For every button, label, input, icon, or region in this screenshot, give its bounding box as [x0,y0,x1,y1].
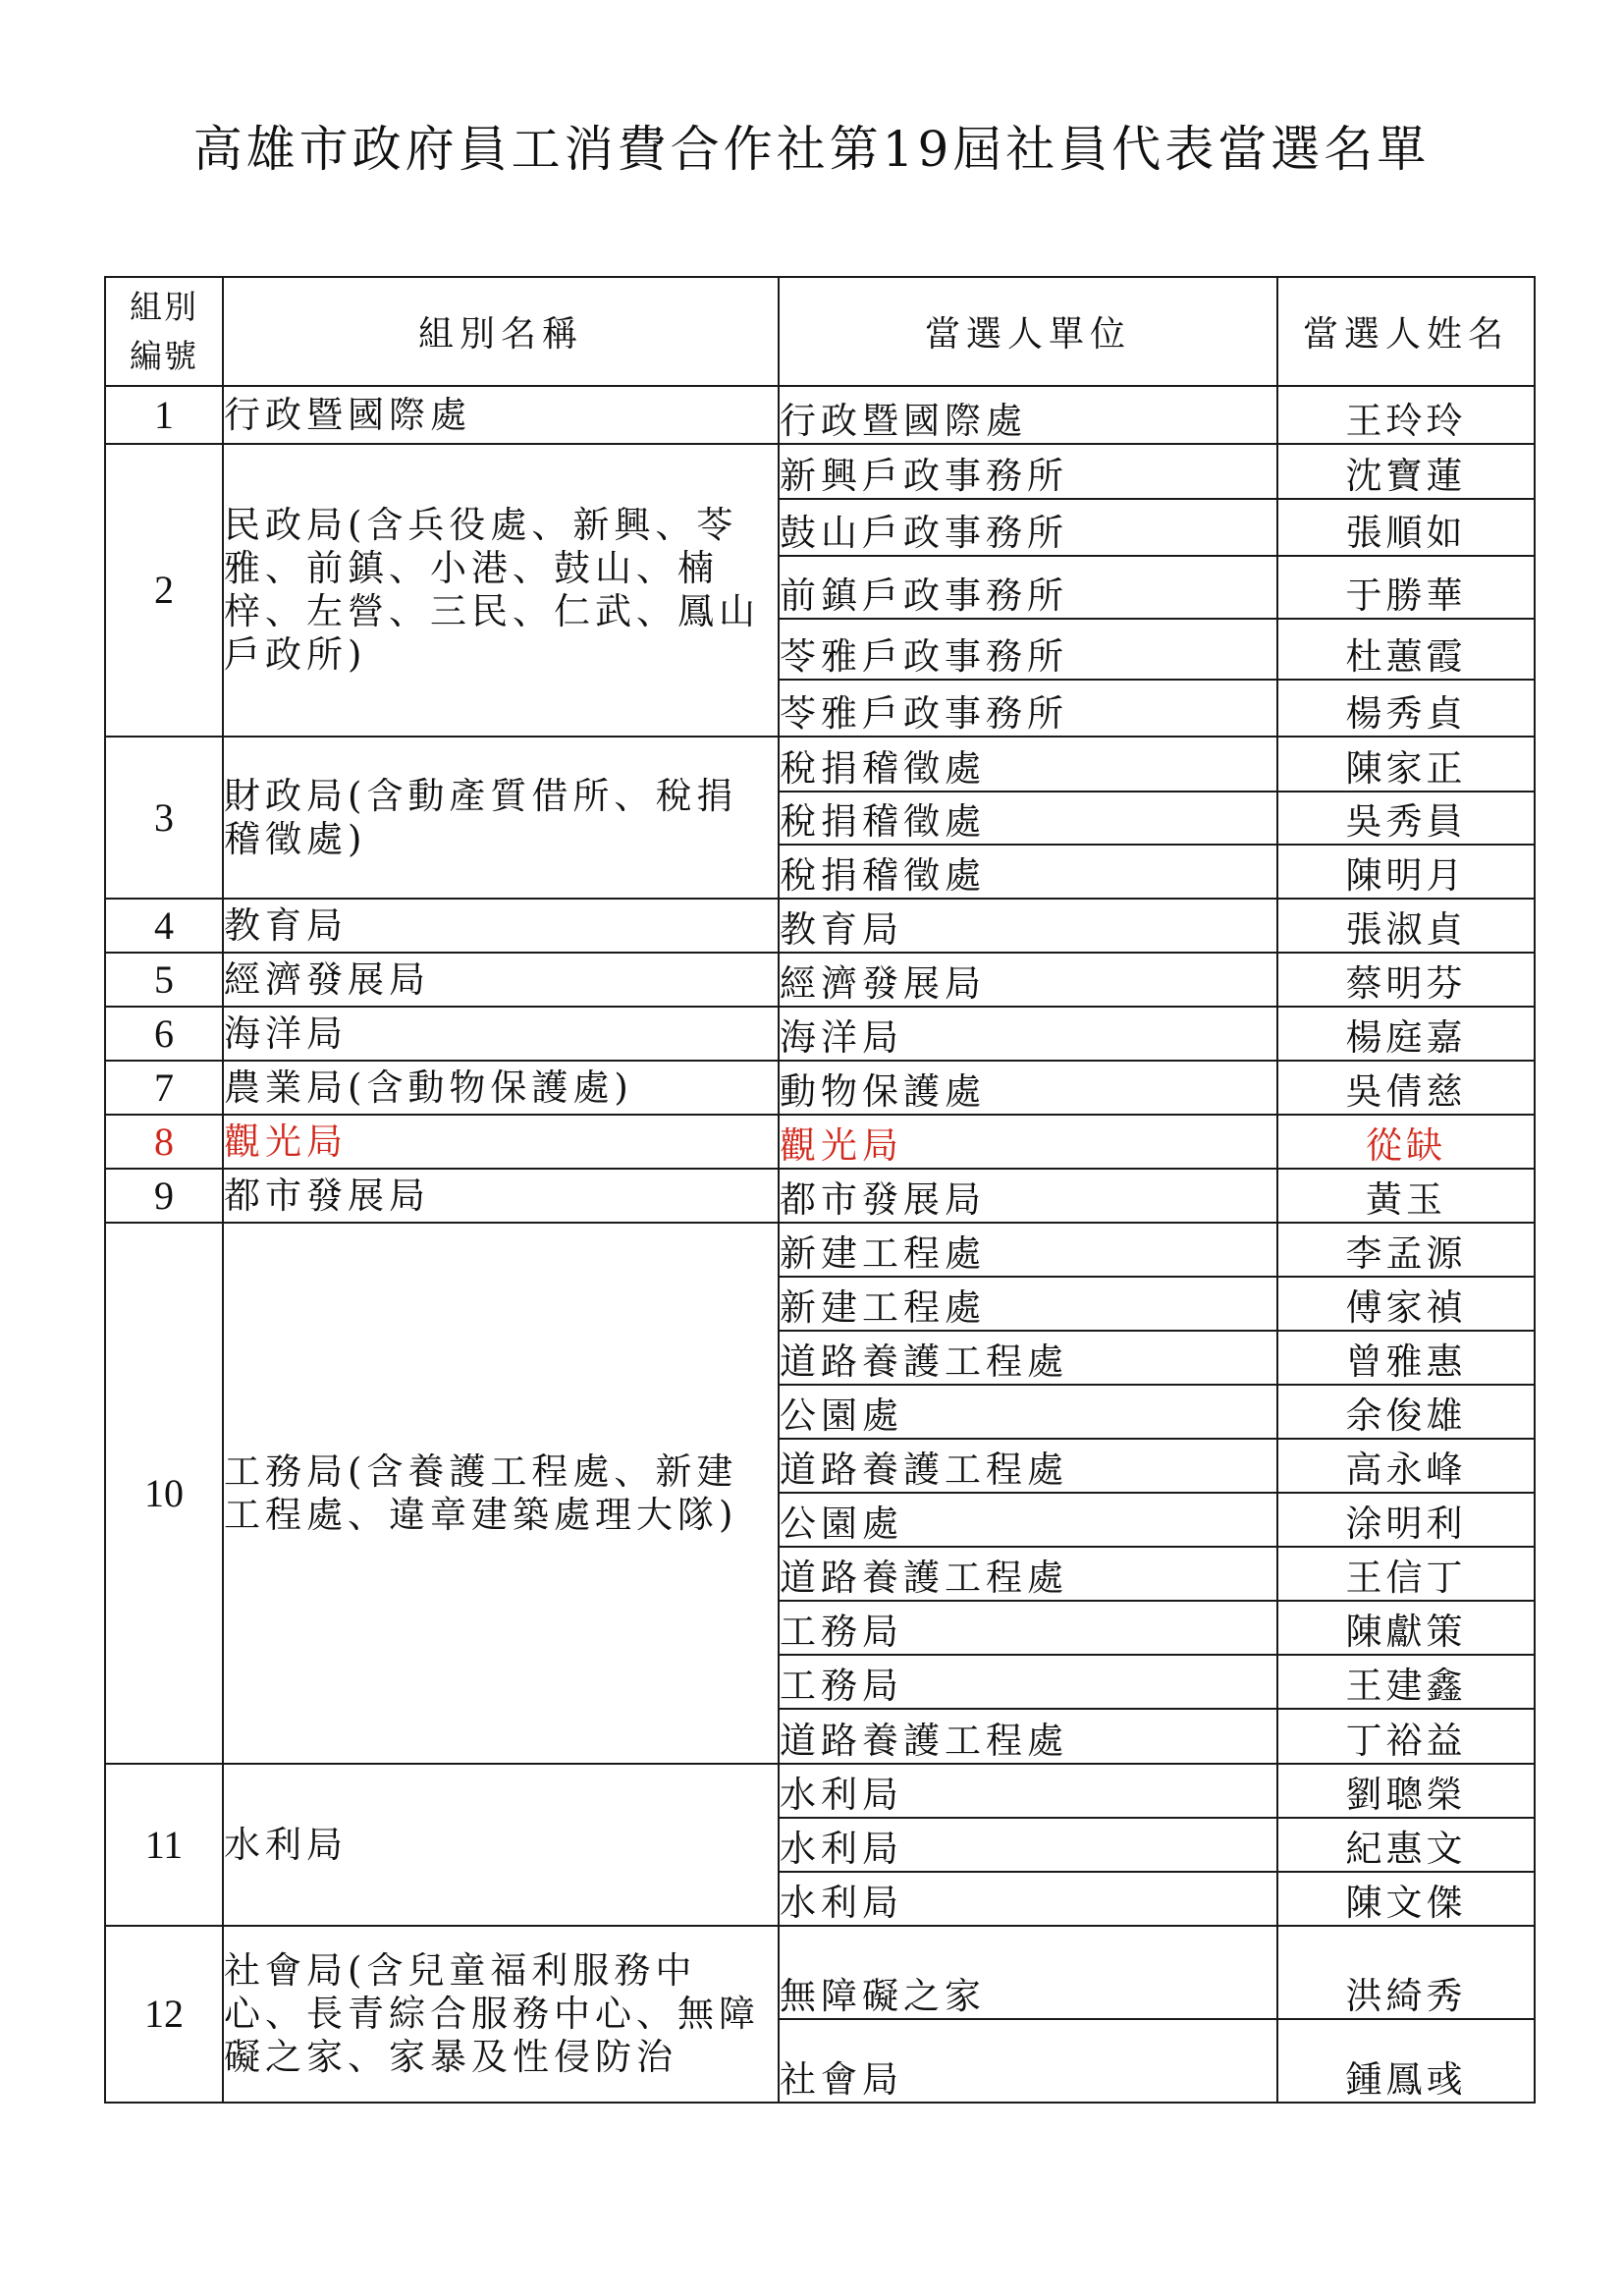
table-row [105,1223,1535,1277]
group-name-cell: 農業局(含動物保護處) [223,1061,779,1115]
elected-unit-cell: 道路養護工程處 [779,1331,1277,1385]
elected-name-cell: 陳獻策 [1277,1601,1535,1655]
elected-unit-cell: 觀光局 [779,1115,1277,1169]
elected-name-cell: 楊秀貞 [1277,680,1535,737]
group-name-cell: 社會局(含兒童福利服務中心、長青綜合服務中心、無障礙之家、家暴及性侵防治 [223,1926,779,2103]
elected-unit-cell: 無障礙之家 [779,1926,1277,2019]
group-number-cell: 12 [105,1926,223,2103]
group-number-cell: 8 [105,1115,223,1169]
elected-name-cell: 劉聰榮 [1277,1764,1535,1818]
group-number-cell: 6 [105,1007,223,1061]
elected-name-cell: 王信丁 [1277,1547,1535,1601]
header-group-number-line1: 組別 [130,287,198,326]
elected-unit-cell: 苓雅戶政事務所 [779,619,1277,680]
elected-name-cell: 高永峰 [1277,1439,1535,1493]
elected-name-cell: 曾雅惠 [1277,1331,1535,1385]
header-group-name: 組別名稱 [223,277,779,386]
elected-unit-cell: 前鎮戶政事務所 [779,556,1277,619]
elected-unit-cell: 道路養護工程處 [779,1547,1277,1601]
group-name-cell: 觀光局 [223,1115,779,1169]
elected-unit-cell: 經濟發展局 [779,953,1277,1007]
elected-representatives-table [104,276,1536,2104]
table-row [105,444,1535,499]
table-row [105,737,1535,792]
header-elected-unit: 當選人單位 [779,277,1277,386]
table-body [105,386,1535,2103]
elected-unit-cell: 稅捐稽徵處 [779,792,1277,845]
page-title: 高雄市政府員工消費合作社第19屆社員代表當選名單 [192,121,1431,178]
elected-unit-cell: 動物保護處 [779,1061,1277,1115]
elected-name-cell: 陳家正 [1277,737,1535,792]
group-number-cell: 9 [105,1169,223,1223]
group-name-cell: 經濟發展局 [223,953,779,1007]
table-row [105,899,1535,953]
elected-name-cell: 鍾鳳彧 [1277,2019,1535,2103]
elected-unit-cell: 苓雅戶政事務所 [779,680,1277,737]
elected-name-cell: 傅家禎 [1277,1277,1535,1331]
elected-unit-cell: 工務局 [779,1655,1277,1709]
elected-name-cell: 王建鑫 [1277,1655,1535,1709]
table-row [105,953,1535,1007]
elected-name-cell: 洪綺秀 [1277,1926,1535,2019]
elected-unit-cell: 公園處 [779,1493,1277,1547]
elected-unit-cell: 新建工程處 [779,1223,1277,1277]
group-name-cell: 海洋局 [223,1007,779,1061]
table-row [105,1007,1535,1061]
elected-name-cell: 王玲玲 [1277,386,1535,444]
elected-unit-cell: 海洋局 [779,1007,1277,1061]
elected-unit-cell: 新興戶政事務所 [779,444,1277,499]
elected-name-cell: 陳明月 [1277,845,1535,899]
elected-name-cell: 于勝華 [1277,556,1535,619]
group-name-cell: 都市發展局 [223,1169,779,1223]
group-number-cell: 2 [105,444,223,737]
elected-unit-cell: 工務局 [779,1601,1277,1655]
table-row [105,1115,1535,1169]
table-row [105,1169,1535,1223]
elected-name-cell: 涂明利 [1277,1493,1535,1547]
table-header-row [105,277,1535,386]
elected-name-cell: 杜蕙霞 [1277,619,1535,680]
group-number-cell: 3 [105,737,223,899]
elected-name-cell: 紀惠文 [1277,1818,1535,1872]
group-name-cell: 民政局(含兵役處、新興、苓雅、前鎮、小港、鼓山、楠梓、左營、三民、仁武、鳳山戶政所) [223,444,779,737]
elected-name-cell: 張淑貞 [1277,899,1535,953]
elected-unit-cell: 道路養護工程處 [779,1709,1277,1764]
group-number-cell: 10 [105,1223,223,1764]
group-number-cell: 1 [105,386,223,444]
elected-unit-cell: 社會局 [779,2019,1277,2103]
elected-name-cell: 張順如 [1277,499,1535,556]
elected-unit-cell: 都市發展局 [779,1169,1277,1223]
group-name-cell: 工務局(含養護工程處、新建工程處、違章建築處理大隊) [223,1223,779,1764]
elected-name-cell: 吳秀員 [1277,792,1535,845]
elected-unit-cell: 公園處 [779,1385,1277,1439]
table-row [105,1764,1535,1818]
elected-name-cell: 余俊雄 [1277,1385,1535,1439]
elected-unit-cell: 稅捐稽徵處 [779,737,1277,792]
elected-unit-cell: 水利局 [779,1764,1277,1818]
elected-name-cell: 蔡明芬 [1277,953,1535,1007]
group-number-cell: 7 [105,1061,223,1115]
header-group-number [105,277,223,386]
group-name-cell: 行政暨國際處 [223,386,779,444]
group-name-cell: 水利局 [223,1764,779,1926]
group-name-cell: 財政局(含動產質借所、稅捐稽徵處) [223,737,779,899]
elected-name-cell: 吳倩慈 [1277,1061,1535,1115]
header-elected-name: 當選人姓名 [1277,277,1535,386]
table-row [105,1926,1535,2019]
elected-unit-cell: 水利局 [779,1872,1277,1926]
elected-unit-cell: 新建工程處 [779,1277,1277,1331]
header-group-number-line2: 編號 [130,336,198,375]
elected-unit-cell: 鼓山戶政事務所 [779,499,1277,556]
group-number-cell: 5 [105,953,223,1007]
elected-unit-cell: 行政暨國際處 [779,386,1277,444]
elected-unit-cell: 稅捐稽徵處 [779,845,1277,899]
elected-name-cell: 黃玉 [1277,1169,1535,1223]
group-number-cell: 11 [105,1764,223,1926]
elected-name-cell: 陳文傑 [1277,1872,1535,1926]
table-row [105,1061,1535,1115]
elected-name-cell: 沈寶蓮 [1277,444,1535,499]
elected-unit-cell: 水利局 [779,1818,1277,1872]
elected-name-cell: 丁裕益 [1277,1709,1535,1764]
elected-name-cell: 從缺 [1277,1115,1535,1169]
group-name-cell: 教育局 [223,899,779,953]
elected-name-cell: 李孟源 [1277,1223,1535,1277]
table-row [105,386,1535,444]
elected-unit-cell: 道路養護工程處 [779,1439,1277,1493]
elected-name-cell: 楊庭嘉 [1277,1007,1535,1061]
elected-unit-cell: 教育局 [779,899,1277,953]
group-number-cell: 4 [105,899,223,953]
